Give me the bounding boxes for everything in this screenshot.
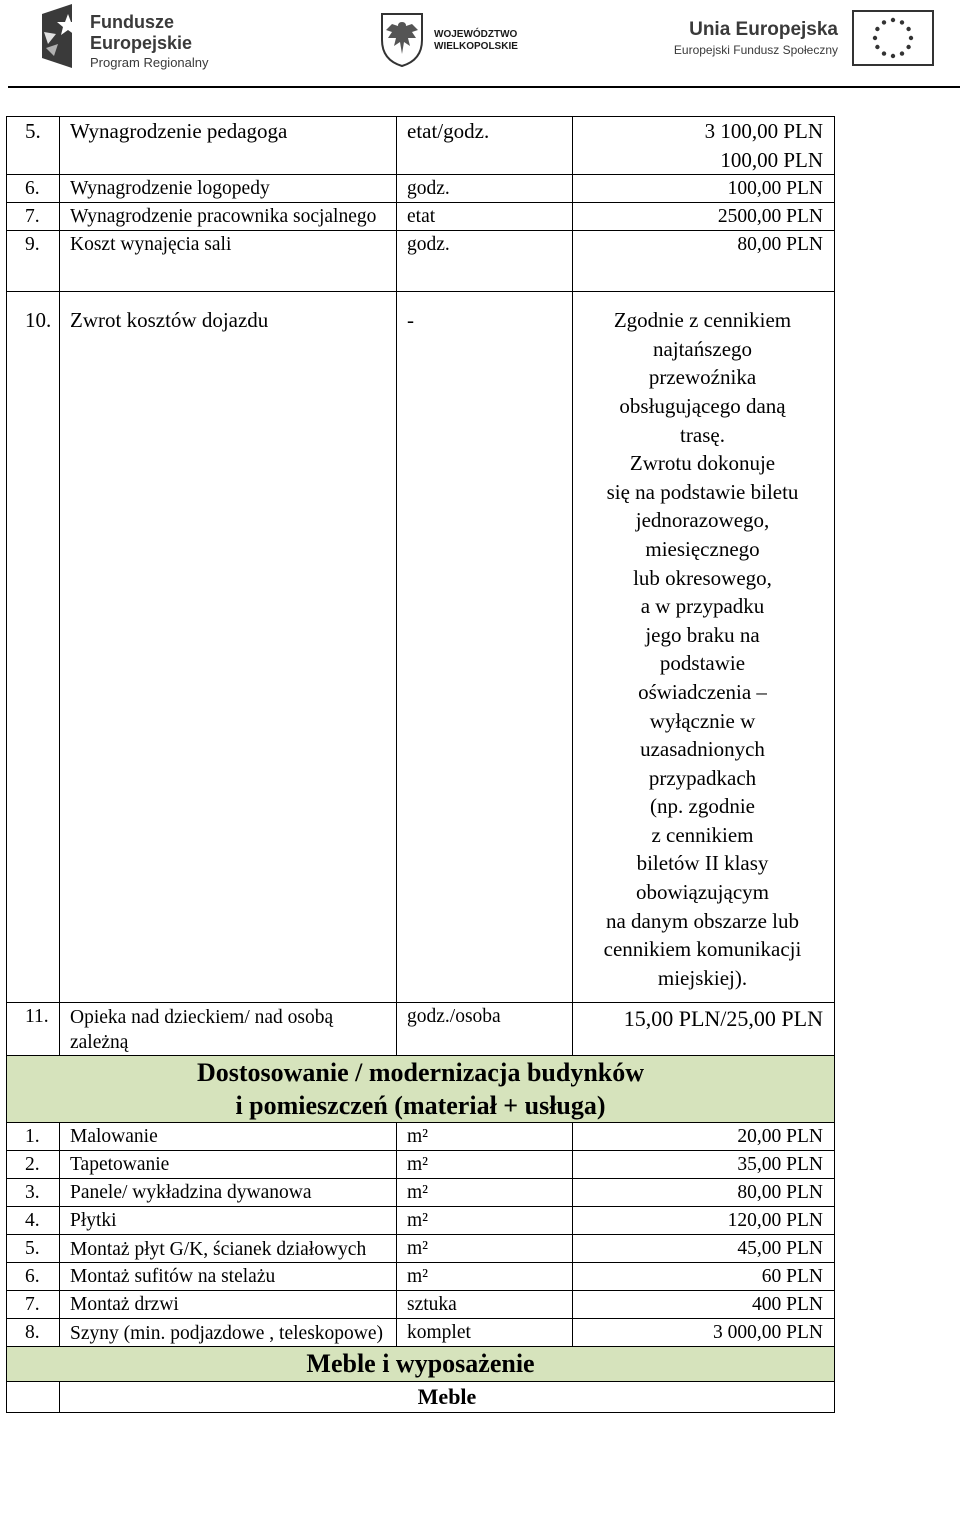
row-item-name: Montaż płyt G/K, ścianek działowych: [60, 1235, 397, 1263]
fe-logo-line3: Program Regionalny: [90, 55, 209, 70]
row-item-name: Panele/ wykładzina dywanowa: [60, 1179, 397, 1207]
row-item-name: Montaż drzwi: [60, 1291, 397, 1319]
rule-line: oświadczenia –: [638, 679, 767, 704]
row-number: 1.: [7, 1123, 60, 1151]
eagle-crest-icon: [378, 10, 426, 68]
row-item-name: Szyny (min. podjazdowe , teleskopowe): [60, 1319, 397, 1347]
row-unit: godz.: [397, 231, 573, 292]
table-row: [7, 175, 835, 203]
table-row: [7, 1003, 835, 1056]
section-title-line: i pomieszczeń (materiał + usługa): [235, 1091, 606, 1121]
row-unit: m²: [397, 1207, 573, 1235]
table-row: [7, 117, 835, 175]
row-price: 15,00 PLN/25,00 PLN: [573, 1003, 835, 1056]
row-number: 5.: [7, 1235, 60, 1263]
fe-logo-line1: Fundusze: [90, 12, 174, 32]
unia-europejska-wordmark: [656, 18, 838, 58]
row-unit: m²: [397, 1263, 573, 1291]
row-price: 400 PLN: [573, 1291, 835, 1319]
rule-line: Zwrotu dokonuje: [629, 451, 776, 476]
row-unit: m²: [397, 1151, 573, 1179]
ue-logo-line2: Europejski Fundusz Społeczny: [673, 43, 838, 57]
row-number: 6.: [7, 175, 60, 203]
fundusze-europejskie-wordmark: [90, 12, 209, 71]
rule-line: a w przypadku: [640, 594, 765, 619]
table-row: [7, 231, 835, 292]
row-price: 20,00 PLN: [573, 1123, 835, 1151]
row-item-name: Koszt wynajęcia sali: [60, 231, 397, 292]
row-price: 120,00 PLN: [573, 1207, 835, 1235]
row-price: 80,00 PLN: [573, 1179, 835, 1207]
rule-line: na danym obszarze lub: [605, 908, 799, 933]
table-row: [7, 1319, 835, 1347]
row-unit: komplet: [397, 1319, 573, 1347]
row-number: 7.: [7, 203, 60, 231]
row-number: 9.: [7, 231, 60, 292]
subsection-header-row: [7, 1382, 835, 1413]
row-number: 6.: [7, 1263, 60, 1291]
row-price: 45,00 PLN: [573, 1235, 835, 1263]
table-row: [7, 1235, 835, 1263]
row-number: 10.: [7, 292, 60, 1003]
ue-logo-line1: Unia Europejska: [689, 19, 838, 40]
rule-line: cennikiem komunikacji: [603, 937, 802, 962]
row-item-name: Montaż sufitów na stelażu: [60, 1263, 397, 1291]
row-price: 100,00 PLN: [573, 175, 835, 203]
row-item-name: Malowanie: [60, 1123, 397, 1151]
rule-line: Zgodnie z cennikiem: [613, 308, 792, 333]
rule-line: podstawie: [659, 651, 746, 676]
row-unit: etat/godz.: [397, 117, 573, 175]
row-price: 60 PLN: [573, 1263, 835, 1291]
row-unit: m²: [397, 1123, 573, 1151]
rule-line: trasę.: [680, 422, 725, 447]
row-number: 11.: [7, 1003, 60, 1056]
section-title-building-adaptation: [7, 1056, 835, 1123]
eu-flag-icon: [852, 10, 934, 66]
table-row: [7, 1179, 835, 1207]
unia-europejska-logo: [656, 14, 936, 70]
row-number: 7.: [7, 1291, 60, 1319]
wlkp-logo-line1: WOJEWÓDZTWO: [434, 29, 518, 40]
row-item-name: Wynagrodzenie logopedy: [60, 175, 397, 203]
section-header-row: [7, 1347, 835, 1382]
row-number: 5.: [7, 117, 60, 175]
fundusze-europejskie-star-icon: [38, 4, 78, 70]
row-unit: etat: [397, 203, 573, 231]
rule-line: (np. zgodnie: [650, 794, 755, 819]
wlkp-logo-line2: WIELKOPOLSKIE: [434, 41, 518, 52]
header-divider: [8, 86, 960, 88]
rule-line: jednorazowego,: [635, 508, 770, 533]
row-unit: godz.: [397, 175, 573, 203]
rule-line: obsługującego daną: [619, 393, 786, 418]
table-row: [7, 1291, 835, 1319]
row-number: 8.: [7, 1319, 60, 1347]
wojewodztwo-wielkopolskie-logo: [378, 8, 538, 70]
page-header: [0, 0, 960, 88]
rule-line: się na podstawie biletu: [606, 479, 799, 504]
rule-line: biletów II klasy: [636, 851, 769, 876]
rule-line: przewoźnika: [648, 365, 757, 390]
row-unit: godz./osoba: [397, 1003, 573, 1056]
table-row: [7, 1123, 835, 1151]
rule-line: miesięcznego: [645, 536, 760, 561]
rule-line: miejskiej).: [657, 965, 748, 990]
row-item-name: Zwrot kosztów dojazdu: [60, 292, 397, 1003]
row-item-name: Płytki: [60, 1207, 397, 1235]
empty-cell: [7, 1382, 60, 1413]
row-number: 4.: [7, 1207, 60, 1235]
row-number: 3.: [7, 1179, 60, 1207]
row-price: [573, 117, 835, 175]
row-price: 3 000,00 PLN: [573, 1319, 835, 1347]
table-row: [7, 292, 835, 1003]
row-item-name: Wynagrodzenie pedagoga: [60, 117, 397, 175]
rule-line: najtańszego: [652, 336, 753, 361]
cost-rates-table: [6, 116, 835, 1413]
row-unit: -: [397, 292, 573, 1003]
table-row: [7, 203, 835, 231]
row-price-line: 3 100,00 PLN: [704, 119, 823, 143]
section-header-row: [7, 1056, 835, 1123]
wojewodztwo-wordmark: [434, 29, 518, 53]
subsection-title-furniture: Meble: [60, 1382, 835, 1413]
rule-line: obowiązującym: [636, 880, 769, 905]
row-item-name: Wynagrodzenie pracownika socjalnego: [60, 203, 397, 231]
row-reimbursement-rules: [573, 292, 835, 1003]
rule-line: jego braku na: [645, 622, 760, 647]
table-row: [7, 1207, 835, 1235]
rule-line: przypadkach: [648, 765, 757, 790]
row-price: 80,00 PLN: [573, 231, 835, 292]
rule-line: wyłącznie w: [649, 708, 756, 733]
section-title-line: Dostosowanie / modernizacja budynków: [196, 1058, 645, 1088]
table-row: [7, 1151, 835, 1179]
section-title-furniture: Meble i wyposażenie: [7, 1347, 835, 1382]
row-item-name: Opieka nad dzieckiem/ nad osobą zależną: [60, 1003, 397, 1056]
row-unit: m²: [397, 1235, 573, 1263]
row-unit: sztuka: [397, 1291, 573, 1319]
fundusze-europejskie-logo: [38, 4, 228, 70]
rule-line: z cennikiem: [651, 822, 754, 847]
rule-line: lub okresowego,: [633, 565, 772, 590]
table-row: [7, 1263, 835, 1291]
row-price-line: 100,00 PLN: [720, 147, 823, 172]
row-price: 2500,00 PLN: [573, 203, 835, 231]
row-number: 2.: [7, 1151, 60, 1179]
row-unit: m²: [397, 1179, 573, 1207]
fe-logo-line2: Europejskie: [90, 33, 193, 53]
row-item-name: Tapetowanie: [60, 1151, 397, 1179]
row-price: 35,00 PLN: [573, 1151, 835, 1179]
rule-line: uzasadnionych: [640, 737, 765, 762]
